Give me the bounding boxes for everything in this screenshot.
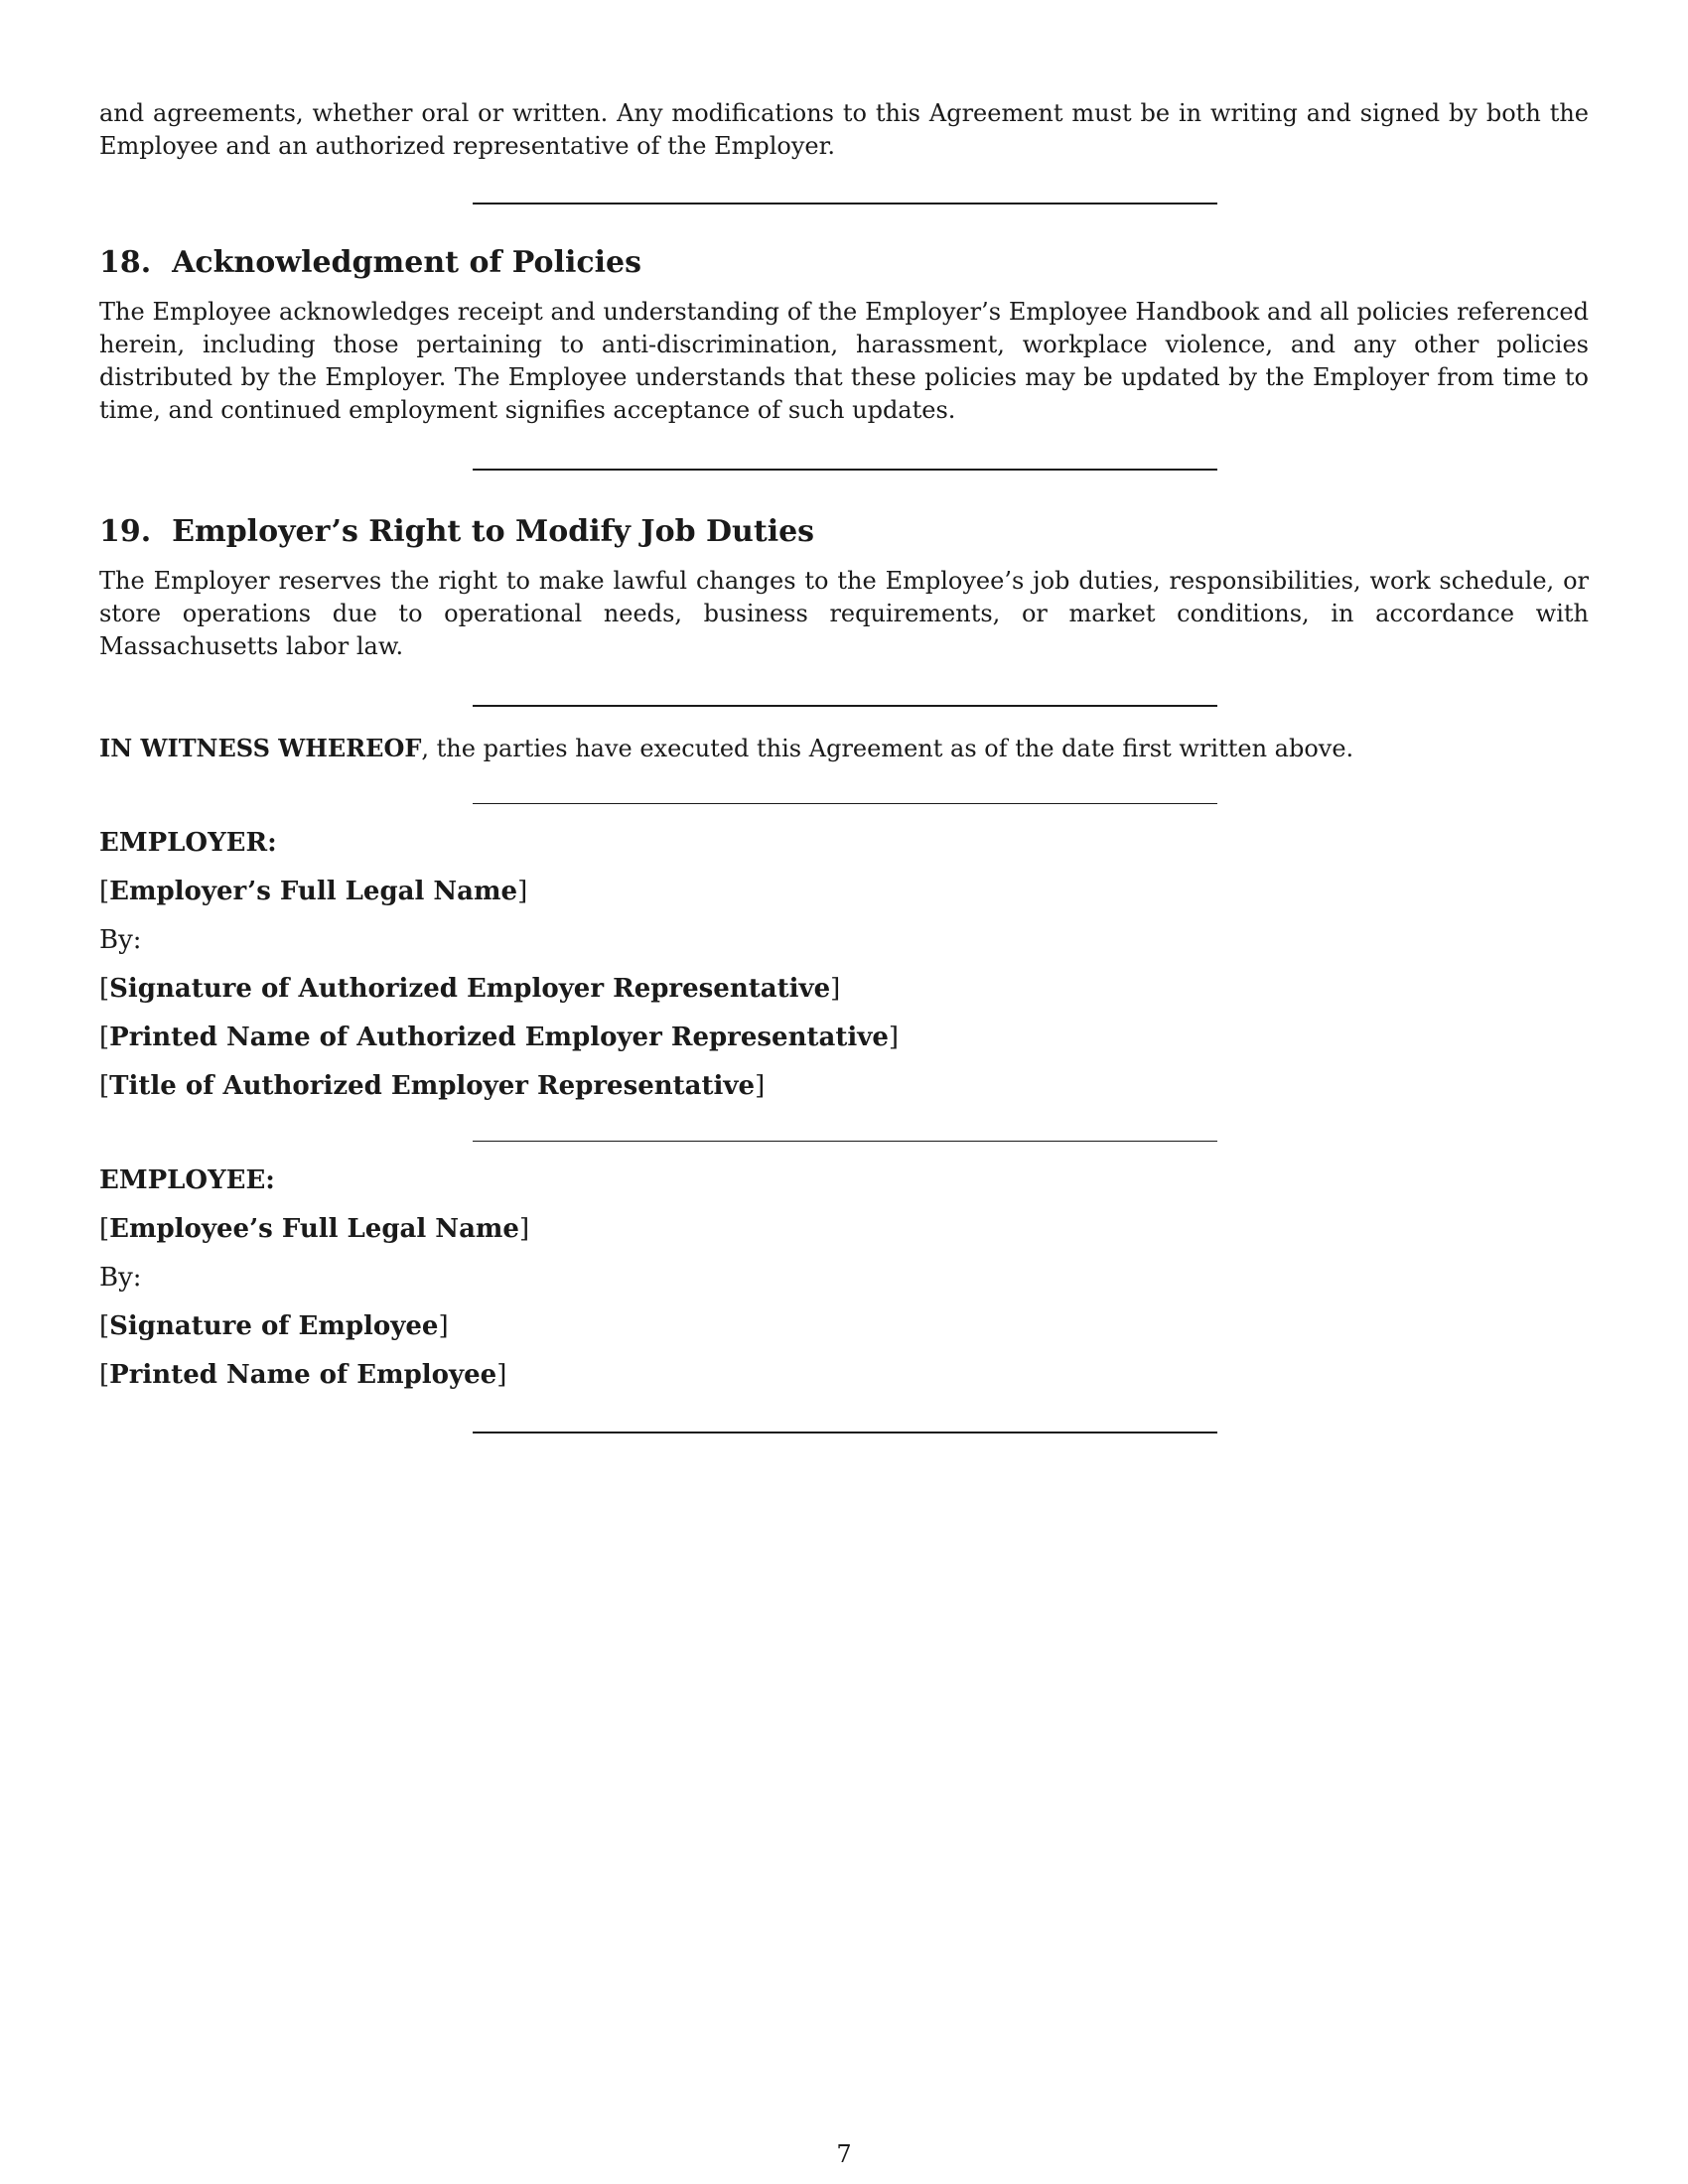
employee-signature-block: [99, 1163, 1589, 1392]
witness-rest: , the parties have executed this Agreement as of the date first written above.: [421, 735, 1354, 762]
section-19-body: The Employer reserves the right to make lawful changes to the Employee’s job duties, responsibilities, work schedule, or store operations due to operational needs, business requirements, or market conditions, in accordance with Massachusetts labor law.: [99, 567, 1589, 660]
section-divider: [473, 469, 1217, 471]
employee-signature-placeholder: [Signature of Employee]: [99, 1311, 449, 1341]
employer-signature-placeholder: [Signature of Authorized Employer Representative]: [99, 974, 841, 1004]
section-18-number: 18.: [99, 245, 152, 280]
section-18-heading: [99, 244, 1589, 282]
employer-title-placeholder: [Title of Authorized Employer Representative]: [99, 1071, 766, 1101]
continuation-paragraph: and agreements, whether oral or written. Any modifications to this Agreement must be in writing and signed by both the Employee and an authorized representative of the Employer.: [99, 99, 1589, 160]
page-number: 7: [836, 2140, 852, 2168]
witness-lead: IN WITNESS WHEREOF: [99, 734, 422, 762]
section-divider: [473, 1432, 1217, 1433]
employee-printed-name-text: Printed Name of Employee: [109, 1360, 497, 1390]
employer-by-label: By:: [99, 925, 142, 955]
employee-by-label: By:: [99, 1263, 142, 1293]
section-18-title: Acknowledgment of Policies: [172, 245, 642, 280]
employer-name-placeholder: [Employer’s Full Legal Name]: [99, 877, 528, 906]
signature-divider: [473, 803, 1217, 804]
employer-printed-name-text: Printed Name of Authorized Employer Representative: [109, 1023, 889, 1052]
section-18-body: The Employee acknowledges receipt and understanding of the Employer’s Employee Handbook and all policies referenced herein, including those pertaining to anti-discrimination, harassment, workplace violence, and any other policies distributed by the Employer. The Employee understands that these policies may be updated by the Employer from time to time, and continued employment signifies acceptance of such updates.: [99, 298, 1589, 424]
employee-name-text: Employee’s Full Legal Name: [109, 1214, 519, 1244]
employer-signature-text: Signature of Authorized Employer Representative: [109, 974, 831, 1004]
employer-heading: EMPLOYER:: [99, 828, 277, 858]
section-19-number: 19.: [99, 514, 152, 549]
document-page: [99, 97, 1589, 1441]
witness-statement: [99, 732, 1589, 765]
employee-signature-text: Signature of Employee: [109, 1311, 439, 1341]
employee-name-placeholder: [Employee’s Full Legal Name]: [99, 1214, 530, 1244]
section-19-title: Employer’s Right to Modify Job Duties: [172, 514, 815, 549]
section-19-heading: [99, 513, 1589, 551]
employer-name-text: Employer’s Full Legal Name: [109, 877, 518, 906]
employee-heading: EMPLOYEE:: [99, 1165, 275, 1195]
signature-divider: [473, 1141, 1217, 1142]
employer-signature-block: [99, 826, 1589, 1103]
section-divider: [473, 705, 1217, 707]
section-divider: [473, 203, 1217, 205]
employer-printed-name-placeholder: [Printed Name of Authorized Employer Representative]: [99, 1023, 900, 1052]
employer-title-text: Title of Authorized Employer Representative: [109, 1071, 756, 1101]
employee-printed-name-placeholder: [Printed Name of Employee]: [99, 1360, 507, 1390]
